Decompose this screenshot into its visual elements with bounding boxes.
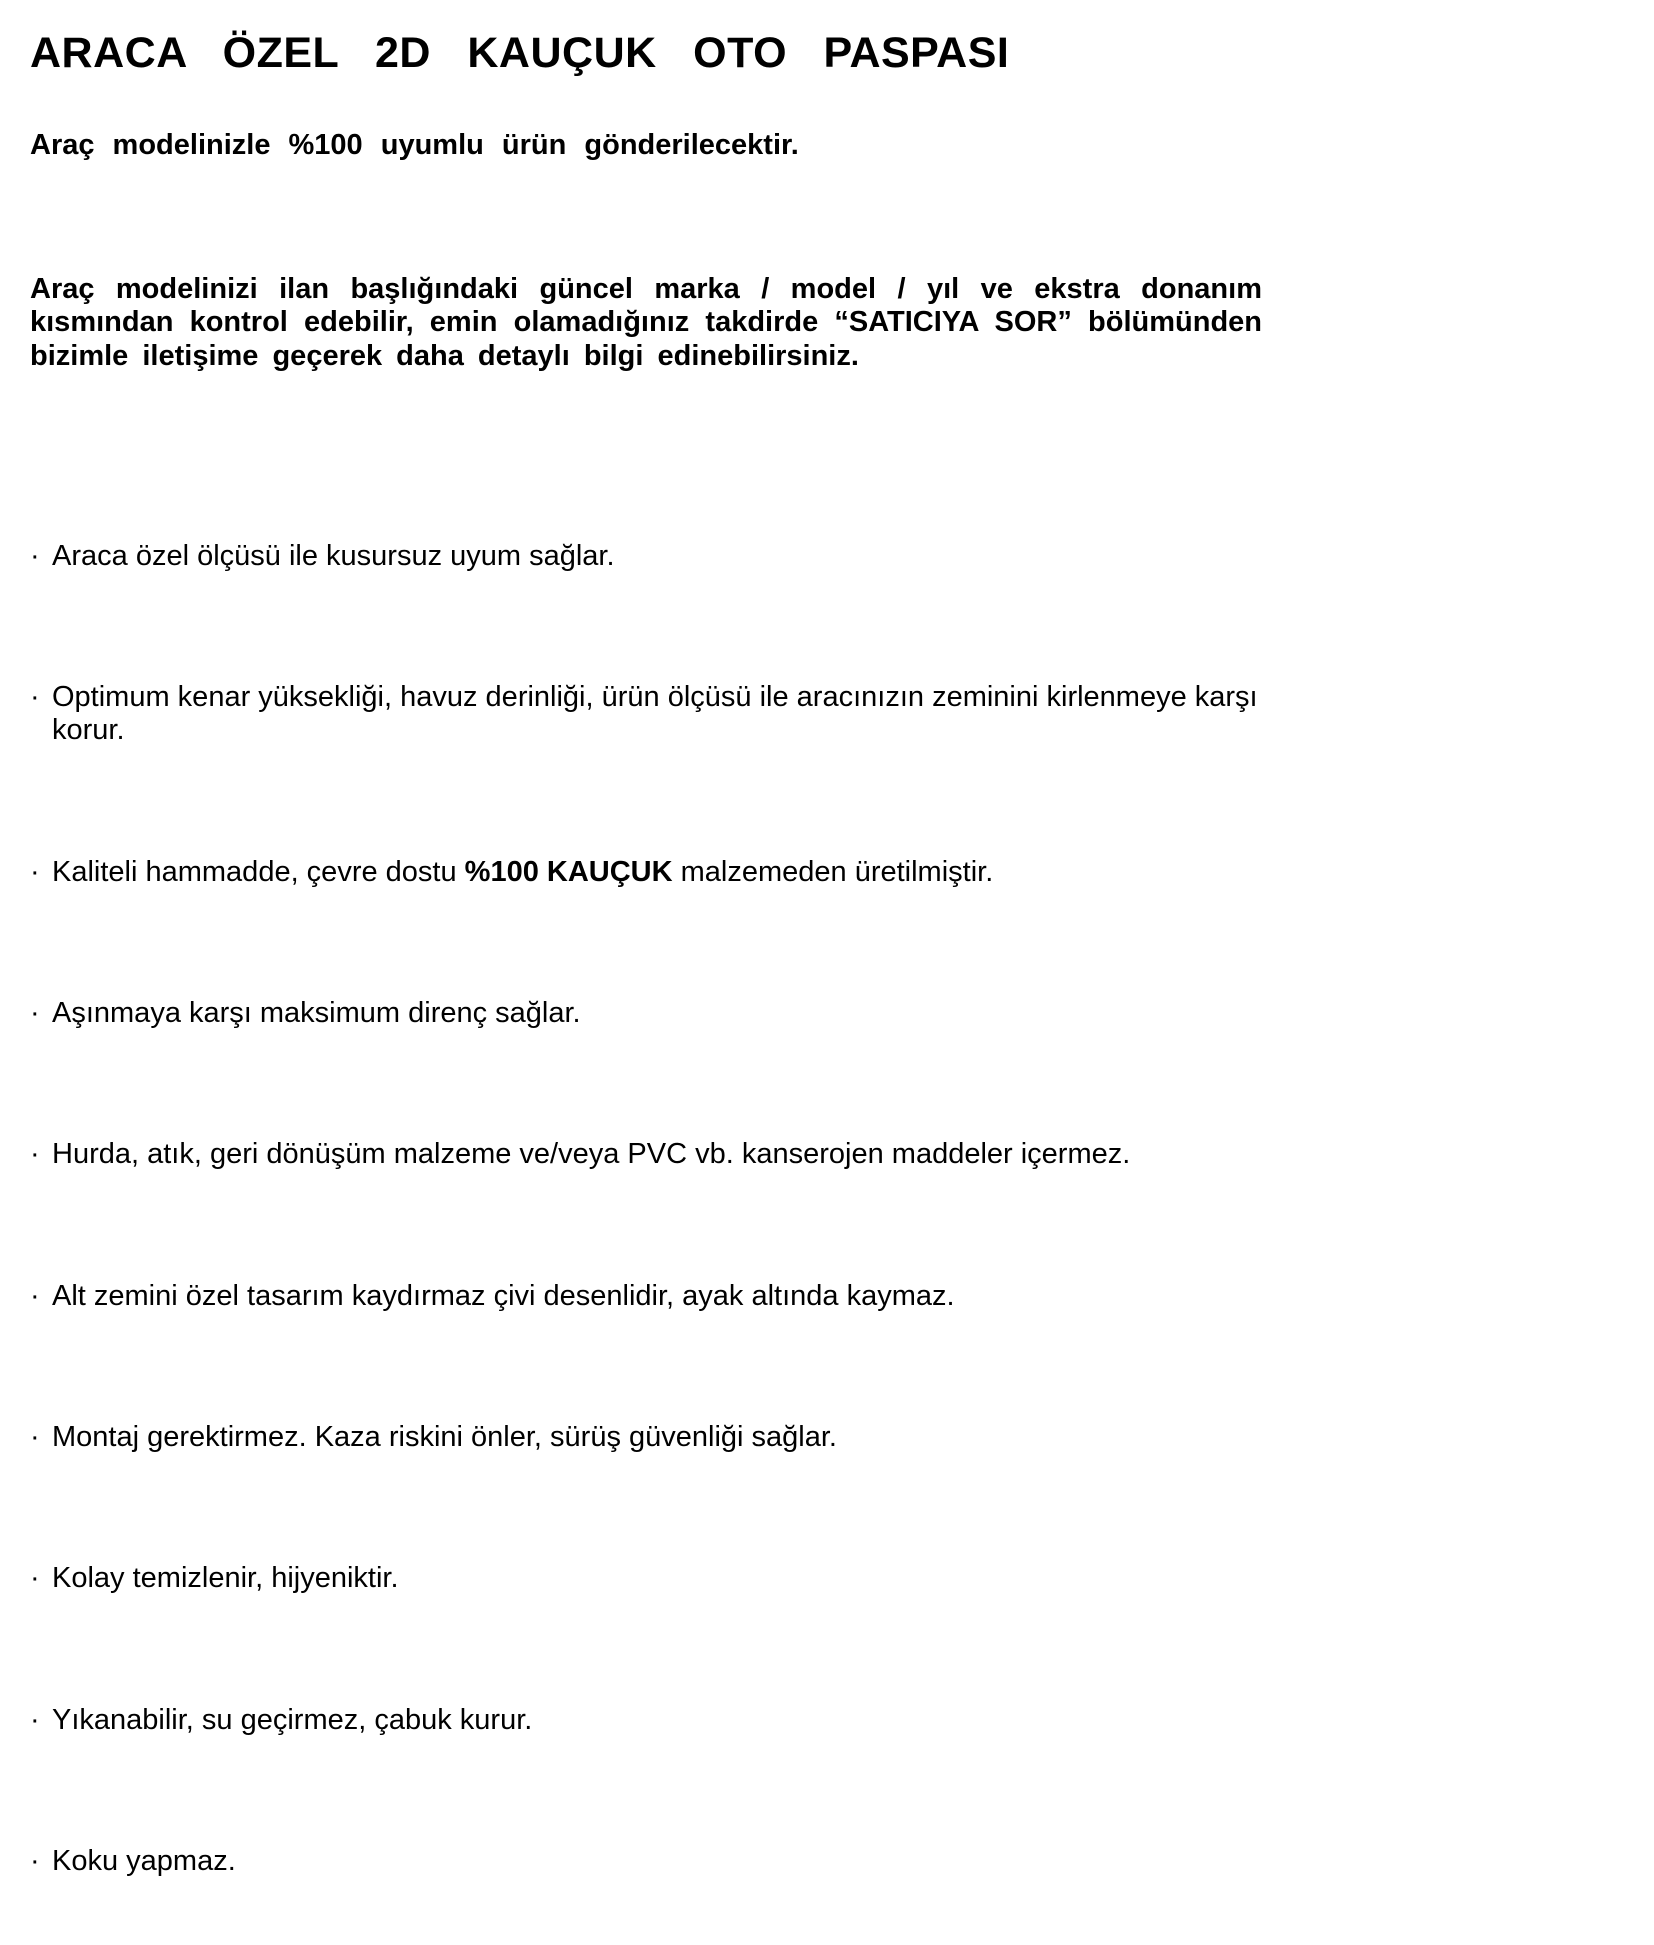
list-item-text-pre: Hurda, atık, geri dönüşüm malzeme ve/veya PVC vb. kanserojen maddeler içermez. bbox=[52, 1138, 1131, 1171]
list-item-text bbox=[52, 1421, 1320, 1454]
feature-list bbox=[30, 540, 1320, 1879]
list-item-text-bold: %100 KAUÇUK bbox=[464, 855, 673, 888]
bullet-icon: · bbox=[30, 680, 40, 713]
list-item bbox=[30, 540, 1320, 573]
list-item bbox=[30, 1845, 1320, 1878]
list-item-text-pre: Yıkanabilir, su geçirmez, çabuk kurur. bbox=[52, 1703, 533, 1736]
bullet-icon: · bbox=[30, 539, 40, 572]
list-item bbox=[30, 1421, 1320, 1454]
list-item-text bbox=[52, 1562, 1320, 1595]
list-item-text bbox=[52, 856, 1320, 889]
list-item-text-pre: Kaliteli hammadde, çevre dostu bbox=[52, 855, 465, 888]
list-item-text-pre: Optimum kenar yüksekliği, havuz derinliği, ürün ölçüsü ile aracınızın zeminini kirlenmeye karşı korur. bbox=[52, 680, 1258, 747]
bullet-icon: · bbox=[30, 996, 40, 1029]
bullet-icon: · bbox=[30, 1844, 40, 1877]
info-paragraph: Araç modelinizi ilan başlığındaki güncel marka / model / yıl ve ekstra donanım kısmından kontrol edebilir, emin olamadığınız takdirde “SATICIYA SOR” bölümünden bizimle iletişime geçerek daha detaylı bilgi edinebilirsiniz. bbox=[30, 272, 1262, 372]
list-item bbox=[30, 1704, 1320, 1737]
intro-paragraph: Araç modelinizle %100 uyumlu ürün gönderilecektir. bbox=[30, 129, 799, 162]
list-item bbox=[30, 1562, 1320, 1595]
list-item-text bbox=[52, 1704, 1320, 1737]
list-item-text-pre: Alt zemini özel tasarım kaydırmaz çivi desenlidir, ayak altında kaymaz. bbox=[52, 1279, 955, 1312]
list-item-text bbox=[52, 681, 1320, 748]
bullet-icon: · bbox=[30, 1138, 40, 1171]
bullet-icon: · bbox=[30, 1420, 40, 1453]
list-item-text bbox=[52, 1138, 1320, 1171]
list-item-text-pre: Koku yapmaz. bbox=[52, 1844, 236, 1877]
list-item-text bbox=[52, 540, 1320, 573]
list-item-text-pre: Kolay temizlenir, hijyeniktir. bbox=[52, 1562, 399, 1595]
list-item bbox=[30, 997, 1320, 1030]
list-item-text bbox=[52, 1845, 1320, 1878]
list-item bbox=[30, 1138, 1320, 1171]
page-title: ARACA ÖZEL 2D KAUÇUK OTO PASPASI bbox=[30, 29, 1010, 77]
list-item-text-post: malzemeden üretilmiştir. bbox=[672, 855, 994, 888]
list-item-text-pre: Montaj gerektirmez. Kaza riskini önler, sürüş güvenliği sağlar. bbox=[52, 1420, 837, 1453]
list-item-text bbox=[52, 1280, 1320, 1313]
list-item-text-pre: Araca özel ölçüsü ile kusursuz uyum sağlar. bbox=[52, 539, 615, 572]
list-item bbox=[30, 1280, 1320, 1313]
bullet-icon: · bbox=[30, 1703, 40, 1736]
bullet-icon: · bbox=[30, 855, 40, 888]
list-item-text-pre: Aşınmaya karşı maksimum direnç sağlar. bbox=[52, 996, 581, 1029]
bullet-icon: · bbox=[30, 1562, 40, 1595]
list-item bbox=[30, 856, 1320, 889]
bullet-icon: · bbox=[30, 1279, 40, 1312]
list-item bbox=[30, 681, 1320, 748]
list-item-text bbox=[52, 997, 1320, 1030]
